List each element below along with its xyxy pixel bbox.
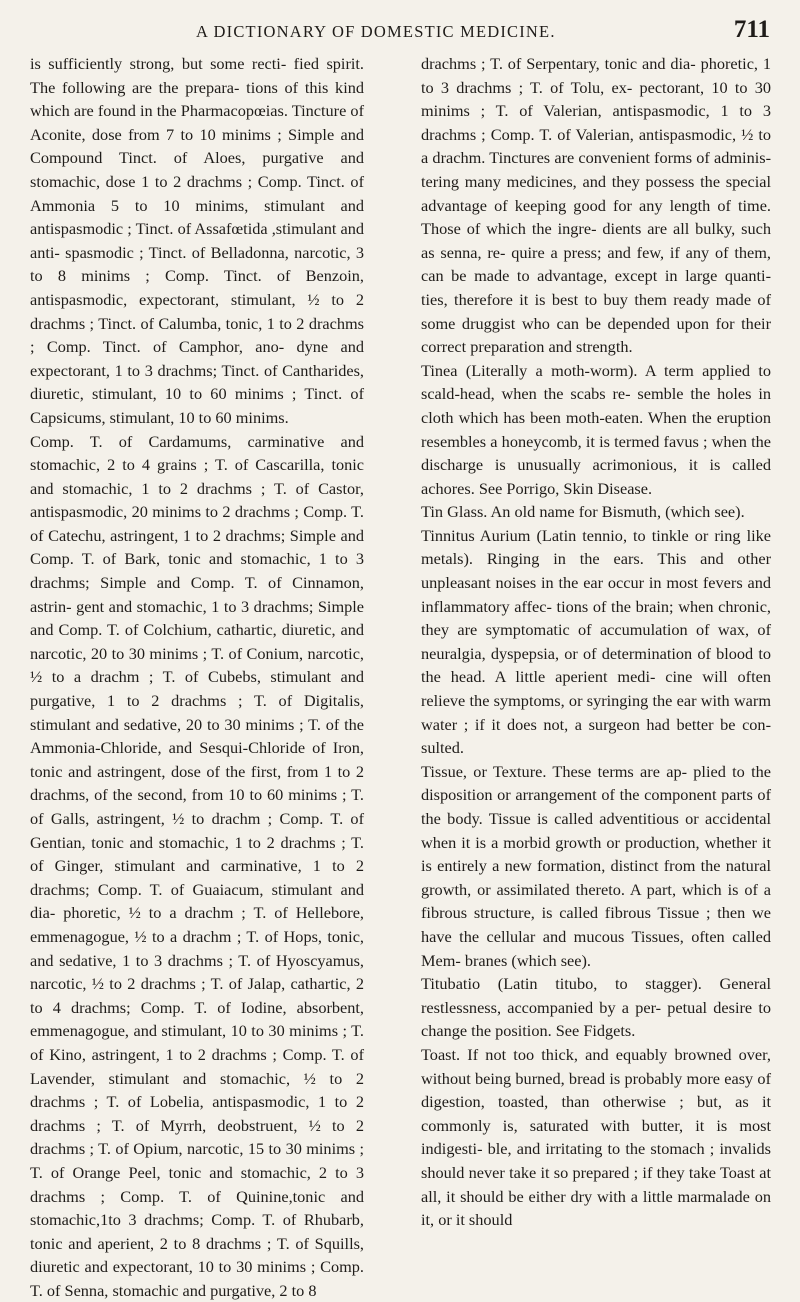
paragraph-compound-tinctures: Comp. T. of Cardamums, carminative and stomachic, 2 to 4 grains ; T. of Cascarilla, tonic and stomachic, 1 to 2 drachms ; T. of Castor, antispasmodic, 20 minims to 2 drachms ; Comp. T. of Catechu, astringent, 1 to 2 drachms; Simple and Comp. T. of Bark, tonic and stomachic, 1 to 3 drachms; Simple and Comp. T. of Cinnamon, astrin- gent and stomachic, 1 to 3 drachms; Simple and Comp. T. of Colchium, cathartic, diuretic, and narcotic, 20 to 30 minims ; T. of Conium, narcotic, ½ to a drachm ; T. of Cubebs, stimulant and purgative, 1 to 2 drachms ; T. of Digitalis, stimulant and sedative, 20 to 30 minims ; T. of the Ammonia-Chloride, and Sesqui-Chloride of Iron, tonic and astringent, dose of the first, from 1 to 2 drachms, of the second, from 10 to 60 minims ; T. of Galls, astringent, ½ to drachm ; Comp. T. of Gentian, tonic and stomachic, 1 to 2 drachms ; T. of Ginger, stimulant and carminative, 1 to 2 drachms; Comp. T. of Guaiacum, stimulant and dia- phoretic, ½ to a drachm ; T. of Hellebore, emmenagogue, ½ to a drachm ; T. of Hops, tonic, and sedative, 1 to 3 drachms ; T. of Hyoscyamus, narcotic, ½ to 2 drachms ; T. of Jalap, cathartic, 2 to 4 drachms; Comp. T. of Iodine, absorbent, emmenagogue, and stimulant, 10 to 30 minims ; T. of Kino, astringent, 1 to 2 drachms ; Comp. T. of Lavender, stimulant and stomachic, ½ to 2 drachms ; T. of Lobelia, antispasmodic, 1 to 2 drachms ; T. of Myrrh, deobstruent, ½ to 2 drachms ; T. of Opium, narcotic, 15 to 30 minims ; T. of Orange Peel, tonic and stomachic, 2 to 3 drachms ; Comp. T. of Quinine,tonic and stomachic,1to 3 drachms; Comp. T. of Rhubarb, tonic and aperient, 2 to 8 drachms ; T. of Squills, diuretic and expectorant, 10 to 30 minims ; Comp. T. of Senna, stomachic and purgative, 2 to 8 [30,430,364,1302]
entry-tinea: Tinea (Literally a moth-worm). A term applied to scald-head, when the scabs re- semble the holes in cloth which has been moth-eaten. When the eruption resembles a honeycomb, it is termed favus ; when the discharge is unusually acrimonious, it is called achores. See Porrigo, Skin Disease. [421,359,771,501]
entry-tinnitus-aurium: Tinnitus Aurium (Latin tennio, to tinkle or ring like metals). Ringing in the ears. This and other unpleasant noises in the ear occur in most fevers and inflammatory affec- tions of the brain; when chronic, they are symptomatic of accumulation of wax, of neuralgia, dyspepsia, or of determination of blood to the head. A little aperient medi- cine will often relieve the symptoms, or syringing the ear with warm water ; if it does not, a surgeon had better be con- sulted. [421,524,771,760]
right-column [421,52,771,1232]
running-head [0,16,800,46]
left-column [30,52,364,1302]
page-number: 711 [734,16,770,44]
entry-toast: Toast. If not too thick, and equably browned over, without being burned, bread is probably more easy of digestion, toasted, than otherwise ; but, as it commonly is, saturated with butter, it is most indigesti- ble, and irritating to the stomach ; invalids should never take it so prepared ; if they take Toast at all, it should be either dry with a little marmalade on it, or it should [421,1043,771,1232]
running-head-title: A DICTIONARY OF DOMESTIC MEDICINE. [196,22,556,42]
paragraph-tinctures-end: drachms ; T. of Serpentary, tonic and dia- phoretic, 1 to 3 drachms ; T. of Tolu, ex- pectorant, 10 to 30 minims ; T. of Valerian, antispasmodic, 1 to 3 drachms ; Comp. T. of Valerian, antispasmodic, ½ to a drachm. Tinctures are convenient forms of adminis- tering many medicines, and they possess the special advantage of keeping good for any length of time. Those of which the ingre- dients are all bulky, such as senna, re- quire a press; and few, if any of them, can be made to advantage, except in large quanti- ties, therefore it is best to buy them ready made of some druggist who can be depended upon for their correct preparation and strength. [421,52,771,359]
entry-titubatio: Titubatio (Latin titubo, to stagger). General restlessness, accompanied by a per- petual desire to change the position. See Fidgets. [421,972,771,1043]
entry-tin-glass: Tin Glass. An old name for Bismuth, (which see). [421,500,771,524]
entry-tissue: Tissue, or Texture. These terms are ap- plied to the disposition or arrangement of the component parts of the body. Tissue is called adventitious or accidental when it is a morbid growth or production, whether it is entirely a new formation, distinct from the natural growth, or assimilated thereto. A part, which is of a fibrous structure, is called fibrous Tissue ; then we have the cellular and mucous Tissues, often called Mem- branes (which see). [421,760,771,972]
paragraph-tinctures-list: is sufficiently strong, but some recti- fied spirit. The following are the prepara- tions of this kind which are found in the Pharmacopœias. Tincture of Aconite, dose from 7 to 10 minims ; Simple and Compound Tinct. of Aloes, purgative and stomachic, dose 1 to 2 drachms ; Comp. Tinct. of Ammonia 5 to 10 minims, stimulant and antispasmodic ; Tinct. of Assafœtida ,stimulant and anti- spasmodic ; Tinct. of Belladonna, narcotic, 3 to 8 minims ; Comp. Tinct. of Benzoin, antispasmodic, expectorant, stimulant, ½ to 2 drachms ; Tinct. of Calumba, tonic, 1 to 2 drachms ; Comp. Tinct. of Camphor, ano- dyne and expectorant, 1 to 3 drachms; Tinct. of Cantharides, diuretic, stimulant, 10 to 60 minims ; Tinct. of Capsicums, stimulant, 10 to 60 minims. [30,52,364,430]
